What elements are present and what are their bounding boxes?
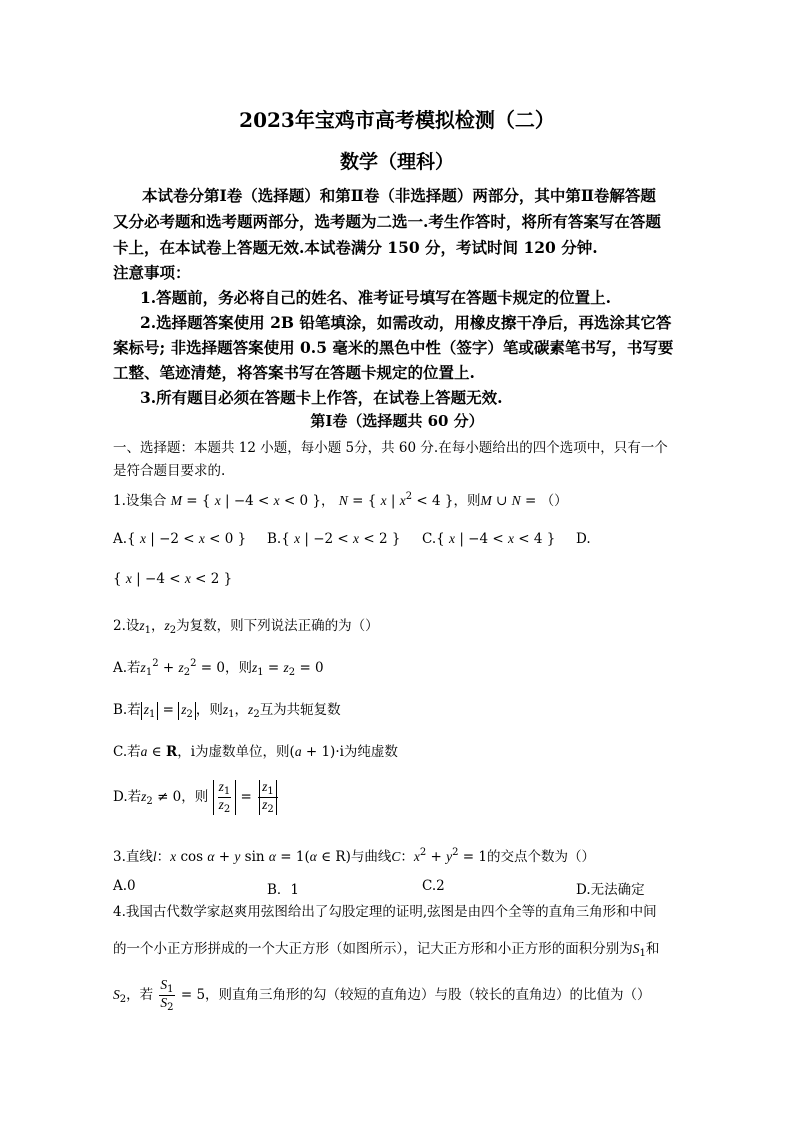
question-3-stem: 3.直线l：x cos α + y sin α = 1(α ∈ R)与曲线C：$x^2 + y^2 = 1$的交点个数为（） xyxy=(113,847,595,865)
question-1-option-b: B.{ x | −2 < x < 2 } xyxy=(267,531,401,547)
intro-line: 本试卷分第Ⅰ卷（选择题）和第Ⅱ卷（非选择题）两部分，其中第Ⅱ卷解答题 xyxy=(142,186,656,205)
question-3-option-d: D.无法确定 xyxy=(576,882,645,898)
question-2-option-d: D.若$z_2 \ne 0$，则 $\frac{z_1}{z_2}$ = $\frac{z_1}{z_2}$ xyxy=(113,780,280,815)
exam-subtitle: 数学（理科） xyxy=(339,151,454,173)
notice-title: 注意事项： xyxy=(113,263,191,282)
question-1-stem: 1.设集合 M = { x | −4 < x < 0 }， N = { x | $x^2 < 4$ }，则M ∪ N = （） xyxy=(113,491,568,509)
section-title: 第Ⅰ卷（选择题共 60 分） xyxy=(310,412,484,430)
notice-item: 1.答题前，务必将自己的姓名、准考证号填写在答题卡规定的位置上. xyxy=(140,288,612,307)
question-1-option-c: C.{ x | −4 < x < 4 } xyxy=(422,531,556,547)
question-2-option-a: A.若$z_1^2 + z_2^2 = 0$，则$z_1 = z_2 = 0$ xyxy=(113,658,324,678)
notice-item: 案标号; 非选择题答案使用 0.5 毫米的黑色中性（签字）笔或碳素笔书写，书写要 xyxy=(113,338,674,357)
section-instructions: 是符合题目要求的. xyxy=(113,463,226,479)
notice-item: 3.所有题目必须在答题卡上作答，在试卷上答题无效. xyxy=(140,388,503,407)
question-4-stem: 的一个小正方形拼成的一个大正方形（如图所示），记大正方形和小正方形的面积分别为$S_1$和 xyxy=(113,941,660,959)
question-1-option-a: A.{ x | −2 < x < 0 } xyxy=(113,531,247,547)
notice-item: 2.选择题答案使用 2B 铅笔填涂，如需改动，用橡皮擦干净后，再选涂其它答 xyxy=(140,313,672,332)
question-2-stem: 2.设$z_1$，$z_2$为复数，则下列说法正确的为（） xyxy=(113,618,379,636)
question-1-option-d-label: D. xyxy=(576,531,591,547)
notice-item: 工整、笔迹清楚，将答案书写在答题卡规定的位置上. xyxy=(113,363,475,382)
question-3-option-c: C.2 xyxy=(422,878,445,894)
section-instructions: 一、选择题：本题共 12 小题，每小题 5分，共 60 分.在每小题给出的四个选项中，只有一个 xyxy=(113,440,668,456)
question-4-stem: 4.我国古代数学家赵爽用弦图给出了勾股定理的证明,弦图是由四个全等的直角三角形和中间 xyxy=(113,904,657,920)
intro-line: 又分必考题和选考题两部分，选考题为二选一.考生作答时，将所有答案写在答题 xyxy=(113,212,661,231)
exam-title: 2023年宝鸡市高考模拟检测（二） xyxy=(239,108,555,132)
formula: M xyxy=(170,493,182,508)
question-1-option-d: { x | −4 < x < 2 } xyxy=(113,571,233,587)
question-3-option-b: B．1 xyxy=(267,882,300,898)
question-2-option-b: B.若 $z_1 = z_2$ ，则$z_1$，$z_2$互为共轭复数 xyxy=(113,702,341,720)
question-4-stem: $S_2$，若 $\frac{S_1}{S_2}$ = 5，则直角三角形的勾（较短的直角边）与股（较长的直角边）的比值为（） xyxy=(113,977,651,1013)
intro-line: 卡上，在本试卷上答题无效.本试卷满分 150 分，考试时间 120 分钟. xyxy=(113,238,598,257)
question-2-option-c: C.若a ∈ R，i为虚数单位，则(a + 1)·i为纯虚数 xyxy=(113,744,398,760)
question-3-option-a: A.0 xyxy=(113,878,136,894)
